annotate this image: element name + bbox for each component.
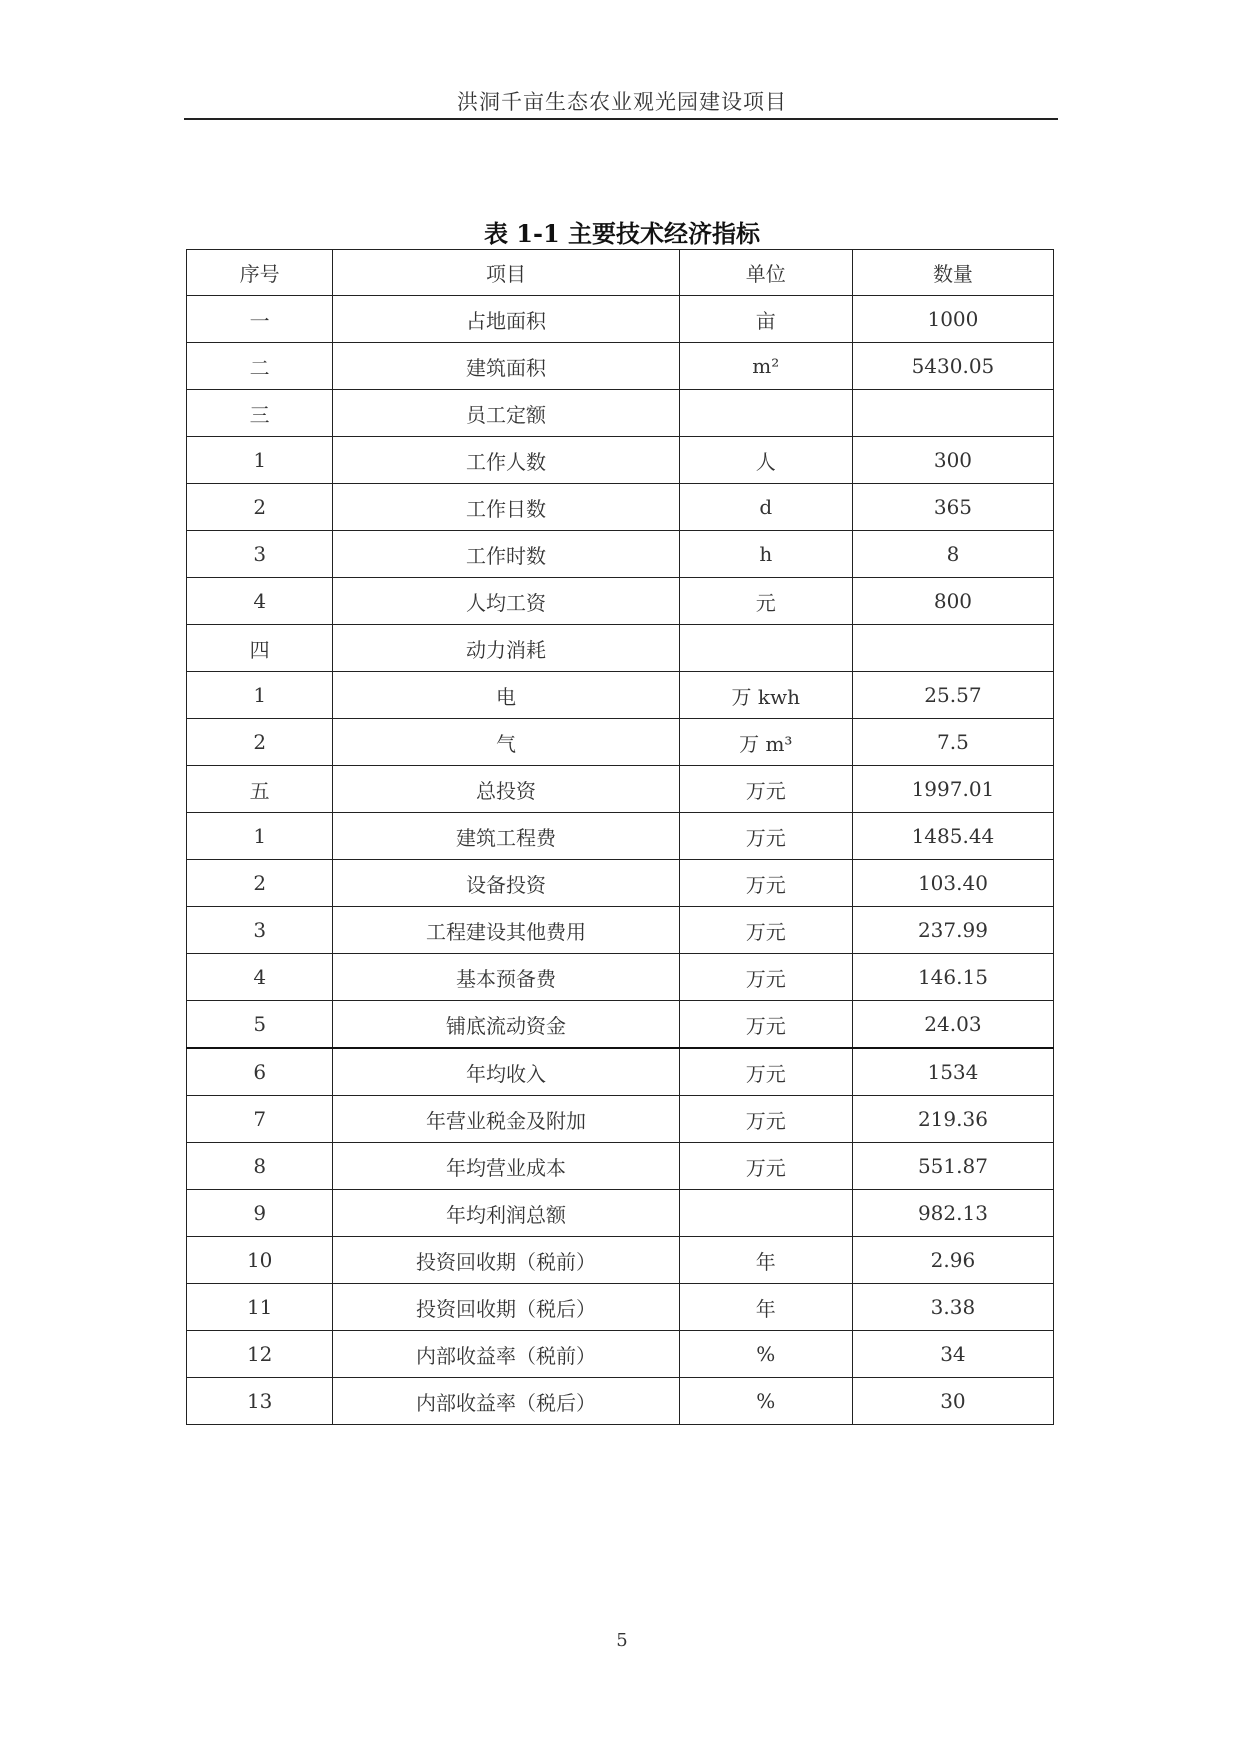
cell-unit: 万 m³ — [679, 719, 852, 766]
header-rule — [184, 118, 1058, 120]
cell-qty: 365 — [852, 484, 1053, 531]
metrics-table — [186, 249, 1054, 1425]
cell-no: 2 — [187, 484, 333, 531]
cell-qty: 551.87 — [852, 1143, 1053, 1190]
column-header-unit: 单位 — [679, 250, 852, 296]
cell-unit — [679, 625, 852, 672]
cell-qty: 1485.44 — [852, 813, 1053, 860]
table-row — [187, 954, 1054, 1001]
table-row — [187, 1284, 1054, 1331]
table-row — [187, 578, 1054, 625]
table-caption: 表 1-1 主要技术经济指标 — [483, 219, 761, 248]
column-header-qty: 数量 — [852, 250, 1053, 296]
cell-no: 2 — [187, 719, 333, 766]
cell-unit: 万元 — [679, 907, 852, 954]
cell-no: 3 — [187, 531, 333, 578]
cell-unit: 亩 — [679, 296, 852, 343]
cell-qty: 8 — [852, 531, 1053, 578]
cell-item: 年均营业成本 — [333, 1143, 679, 1190]
cell-item: 工程建设其他费用 — [333, 907, 679, 954]
table-row — [187, 766, 1054, 813]
cell-no: 五 — [187, 766, 333, 813]
cell-item: 气 — [333, 719, 679, 766]
cell-qty: 103.40 — [852, 860, 1053, 907]
cell-qty: 146.15 — [852, 954, 1053, 1001]
table-row — [187, 1048, 1054, 1096]
table-body — [187, 296, 1054, 1425]
cell-qty — [852, 625, 1053, 672]
cell-unit: 人 — [679, 437, 852, 484]
cell-qty: 5430.05 — [852, 343, 1053, 390]
cell-item: 投资回收期（税后） — [333, 1284, 679, 1331]
cell-unit: 万元 — [679, 860, 852, 907]
cell-item: 建筑面积 — [333, 343, 679, 390]
cell-item: 动力消耗 — [333, 625, 679, 672]
cell-qty: 7.5 — [852, 719, 1053, 766]
cell-no: 1 — [187, 672, 333, 719]
cell-qty: 24.03 — [852, 1001, 1053, 1049]
cell-qty: 34 — [852, 1331, 1053, 1378]
table-row — [187, 719, 1054, 766]
cell-no: 3 — [187, 907, 333, 954]
table-row — [187, 531, 1054, 578]
cell-no: 9 — [187, 1190, 333, 1237]
cell-no: 2 — [187, 860, 333, 907]
cell-no: 一 — [187, 296, 333, 343]
cell-item: 总投资 — [333, 766, 679, 813]
cell-item: 工作时数 — [333, 531, 679, 578]
cell-unit: d — [679, 484, 852, 531]
table-row — [187, 813, 1054, 860]
cell-unit: 万元 — [679, 1096, 852, 1143]
cell-item: 年均利润总额 — [333, 1190, 679, 1237]
cell-no: 6 — [187, 1048, 333, 1096]
cell-unit: 万元 — [679, 766, 852, 813]
cell-no: 11 — [187, 1284, 333, 1331]
column-header-item: 项目 — [333, 250, 679, 296]
cell-unit: m² — [679, 343, 852, 390]
cell-unit: h — [679, 531, 852, 578]
column-header-no: 序号 — [187, 250, 333, 296]
cell-unit: 万元 — [679, 1048, 852, 1096]
table-row — [187, 1143, 1054, 1190]
cell-unit: 万 kwh — [679, 672, 852, 719]
cell-qty: 1997.01 — [852, 766, 1053, 813]
cell-unit — [679, 1190, 852, 1237]
table-header-row — [187, 250, 1054, 296]
table-row — [187, 1001, 1054, 1049]
cell-item: 内部收益率（税后） — [333, 1378, 679, 1425]
table-row — [187, 672, 1054, 719]
cell-qty: 2.96 — [852, 1237, 1053, 1284]
cell-unit: 万元 — [679, 954, 852, 1001]
cell-item: 基本预备费 — [333, 954, 679, 1001]
cell-unit: % — [679, 1331, 852, 1378]
cell-no: 12 — [187, 1331, 333, 1378]
table-row — [187, 860, 1054, 907]
cell-item: 工作日数 — [333, 484, 679, 531]
cell-qty: 800 — [852, 578, 1053, 625]
cell-qty: 300 — [852, 437, 1053, 484]
cell-item: 电 — [333, 672, 679, 719]
cell-unit: 元 — [679, 578, 852, 625]
cell-qty: 237.99 — [852, 907, 1053, 954]
cell-no: 三 — [187, 390, 333, 437]
cell-item: 人均工资 — [333, 578, 679, 625]
cell-no: 1 — [187, 437, 333, 484]
cell-no: 7 — [187, 1096, 333, 1143]
cell-item: 铺底流动资金 — [333, 1001, 679, 1049]
cell-item: 年均收入 — [333, 1048, 679, 1096]
table-row — [187, 343, 1054, 390]
cell-qty: 1000 — [852, 296, 1053, 343]
cell-no: 4 — [187, 578, 333, 625]
table-row — [187, 1378, 1054, 1425]
cell-no: 1 — [187, 813, 333, 860]
cell-item: 设备投资 — [333, 860, 679, 907]
table-row — [187, 390, 1054, 437]
table-row — [187, 437, 1054, 484]
cell-unit — [679, 390, 852, 437]
cell-no: 13 — [187, 1378, 333, 1425]
cell-no: 10 — [187, 1237, 333, 1284]
cell-no: 8 — [187, 1143, 333, 1190]
table-row — [187, 1096, 1054, 1143]
cell-unit: 年 — [679, 1284, 852, 1331]
cell-no: 二 — [187, 343, 333, 390]
table-row — [187, 1190, 1054, 1237]
cell-qty: 30 — [852, 1378, 1053, 1425]
table-row — [187, 625, 1054, 672]
cell-unit: 万元 — [679, 1001, 852, 1049]
cell-qty: 3.38 — [852, 1284, 1053, 1331]
cell-no: 四 — [187, 625, 333, 672]
cell-item: 年营业税金及附加 — [333, 1096, 679, 1143]
cell-item: 内部收益率（税前） — [333, 1331, 679, 1378]
page-number: 5 — [616, 1630, 628, 1651]
cell-item: 投资回收期（税前） — [333, 1237, 679, 1284]
cell-item: 员工定额 — [333, 390, 679, 437]
cell-unit: 年 — [679, 1237, 852, 1284]
table-row — [187, 484, 1054, 531]
cell-no: 5 — [187, 1001, 333, 1049]
cell-item: 建筑工程费 — [333, 813, 679, 860]
cell-item: 工作人数 — [333, 437, 679, 484]
table-row — [187, 296, 1054, 343]
running-header: 洪洞千亩生态农业观光园建设项目 — [457, 90, 787, 114]
table-row — [187, 907, 1054, 954]
cell-qty: 219.36 — [852, 1096, 1053, 1143]
cell-no: 4 — [187, 954, 333, 1001]
cell-qty: 982.13 — [852, 1190, 1053, 1237]
cell-unit: 万元 — [679, 1143, 852, 1190]
cell-unit: 万元 — [679, 813, 852, 860]
cell-unit: % — [679, 1378, 852, 1425]
cell-qty: 1534 — [852, 1048, 1053, 1096]
cell-qty — [852, 390, 1053, 437]
table-row — [187, 1237, 1054, 1284]
cell-qty: 25.57 — [852, 672, 1053, 719]
cell-item: 占地面积 — [333, 296, 679, 343]
table-row — [187, 1331, 1054, 1378]
